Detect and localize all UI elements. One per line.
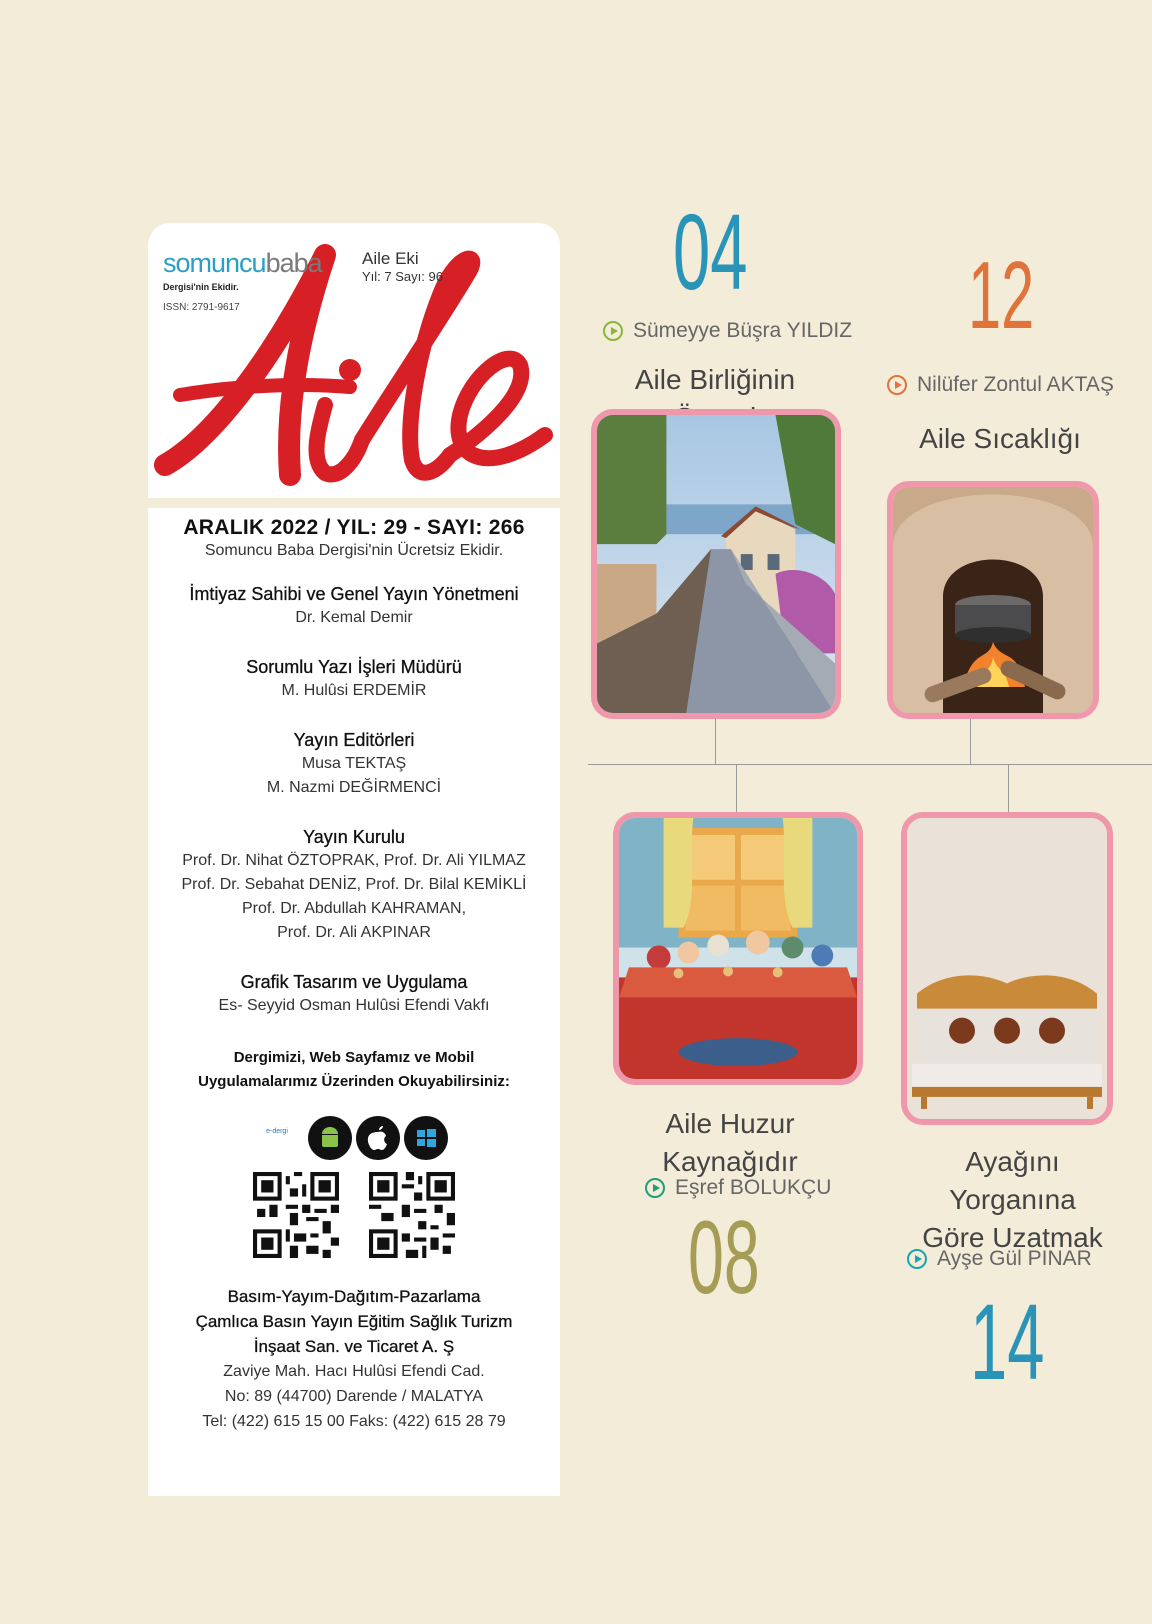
volume-label: Yıl: 7 Sayı: 96 xyxy=(362,269,443,284)
connector-line xyxy=(715,719,716,764)
article-title[interactable]: Ayağını Yorganına Göre Uzatmak xyxy=(922,1146,1103,1253)
issn: ISSN: 2791-9617 xyxy=(163,302,240,313)
brand-logo: somuncubaba xyxy=(163,248,322,278)
design-title: Grafik Tasarım ve Uygulama xyxy=(240,972,468,992)
article-image-hearth[interactable] xyxy=(887,481,1099,719)
address-line: Tel: (422) 615 15 00 Faks: (422) 615 28 79 xyxy=(202,1413,506,1430)
owner-name: Dr. Kemal Demir xyxy=(295,609,413,626)
android-icon[interactable] xyxy=(308,1116,352,1160)
connector-line xyxy=(1008,764,1009,812)
publisher-line: İnşaat San. ve Ticaret A. Ş xyxy=(253,1337,455,1356)
address-line: Zaviye Mah. Hacı Hulûsi Efendi Cad. xyxy=(223,1363,485,1380)
board-line: Prof. Dr. Nihat ÖZTOPRAK, Prof. Dr. Ali YILMAZ xyxy=(182,852,526,869)
design-name: Es- Seyyid Osman Hulûsi Efendi Vakfı xyxy=(218,997,490,1014)
board-line: Prof. Dr. Sebahat DENİZ, Prof. Dr. Bilal KEMİKLİ xyxy=(181,876,527,893)
page-number: 12 xyxy=(968,242,1035,349)
editor-name: M. Hulûsi ERDEMİR xyxy=(281,682,427,699)
qr-code-icon[interactable] xyxy=(369,1172,455,1258)
article-image-sofa[interactable] xyxy=(901,812,1113,1125)
board-line: Prof. Dr. Abdullah KAHRAMAN, xyxy=(241,900,467,917)
apple-icon[interactable] xyxy=(356,1116,400,1160)
board-title: Yayın Kurulu xyxy=(303,827,405,847)
pub-editor: M. Nazmi DEĞİRMENCİ xyxy=(266,779,442,796)
pub-editor: Musa TEKTAŞ xyxy=(301,755,407,772)
issue-subtitle: Somuncu Baba Dergisi'nin Ücretsiz Ekidir. xyxy=(204,542,504,559)
play-icon xyxy=(907,1249,927,1269)
owner-title: İmtiyaz Sahibi ve Genel Yayın Yönetmeni xyxy=(189,584,519,604)
page-number: 14 xyxy=(970,1281,1045,1402)
board-line: Prof. Dr. Ali AKPINAR xyxy=(277,924,431,941)
page-number: 04 xyxy=(673,191,748,312)
issue-line: ARALIK 2022 / YIL: 29 - SAYI: 266 xyxy=(183,516,525,539)
play-icon xyxy=(645,1178,665,1198)
colophon xyxy=(148,516,560,1434)
page-number: 08 xyxy=(688,1200,760,1316)
publisher-line: Basım-Yayım-Dağıtım-Pazarlama xyxy=(227,1287,481,1306)
connector-line xyxy=(970,719,971,764)
supplement-label: Aile Eki Yıl: 7 Sayı: 96 xyxy=(362,249,443,284)
qr-code-icon[interactable] xyxy=(253,1172,339,1258)
brand-subtitle: Dergisi'nin Ekidir. xyxy=(163,282,239,292)
read-line: Dergimizi, Web Sayfamız ve Mobil xyxy=(233,1049,475,1066)
article-image-family-dinner[interactable] xyxy=(613,812,863,1085)
publisher-line: Çamlıca Basın Yayın Eğitim Sağlık Turizm xyxy=(195,1312,513,1331)
article-author[interactable]: Sümeyye Büşra YILDIZ xyxy=(603,319,852,343)
play-icon xyxy=(887,375,907,395)
pub-editors-title: Yayın Editörleri xyxy=(293,730,415,750)
article-title[interactable]: Aile Sıcaklığı xyxy=(919,423,1081,454)
editor-title: Sorumlu Yazı İşleri Müdürü xyxy=(246,657,462,677)
windows-icon[interactable] xyxy=(404,1116,448,1160)
play-icon xyxy=(603,321,623,341)
article-author[interactable]: Eşref BOLUKÇU xyxy=(645,1176,831,1200)
read-line: Uygulamalarımız Üzerinden Okuyabilirsiniz: xyxy=(198,1073,510,1090)
divider-line xyxy=(588,764,1152,765)
app-links xyxy=(148,1116,560,1160)
article-title[interactable]: Aile Birliğinin xyxy=(634,364,796,395)
article-title[interactable]: Aile Huzur Kaynağıdır xyxy=(662,1108,798,1177)
edergi-logo[interactable]: e-dergi xyxy=(266,1128,288,1135)
connector-line xyxy=(736,764,737,812)
qr-codes xyxy=(148,1172,560,1258)
address-line: No: 89 (44700) Darende / MALATYA xyxy=(224,1388,484,1405)
article-author[interactable]: Nilüfer Zontul AKTAŞ xyxy=(887,373,1114,397)
article-image-street-painting[interactable] xyxy=(591,409,841,719)
article-author[interactable]: Ayşe Gül PINAR xyxy=(907,1247,1092,1271)
